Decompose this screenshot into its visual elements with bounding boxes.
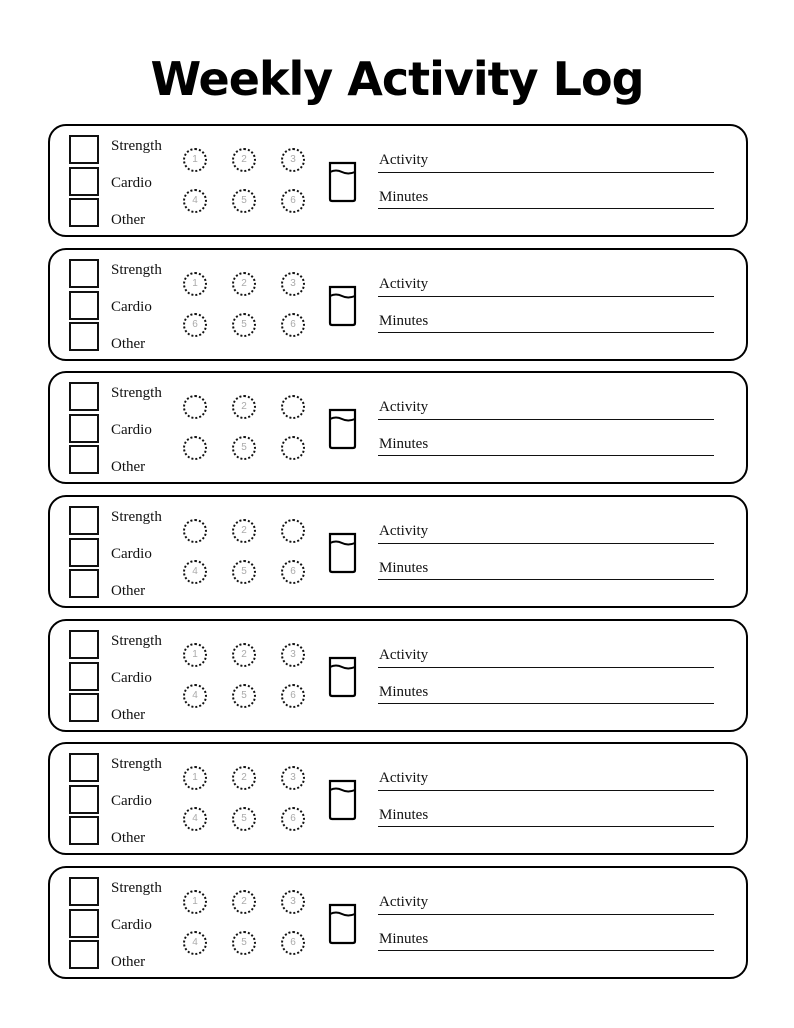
minutes-line[interactable]: [378, 950, 714, 951]
activity-row: [48, 371, 748, 484]
other-checkbox[interactable]: [69, 198, 99, 227]
activity-label: Activity: [379, 894, 429, 911]
cardio-checkbox[interactable]: [69, 909, 99, 938]
water-circle-6[interactable]: 6: [281, 313, 305, 337]
water-glass-icon: [328, 779, 357, 821]
strength-label: Strength: [111, 261, 162, 278]
strength-label: Strength: [111, 385, 162, 402]
other-checkbox[interactable]: [69, 322, 99, 351]
activity-label: Activity: [379, 399, 429, 416]
other-label: Other: [111, 583, 146, 600]
other-label: Other: [111, 459, 146, 476]
strength-label: Strength: [111, 756, 162, 773]
water-circle-1[interactable]: 1: [183, 890, 207, 914]
water-circle-3[interactable]: 3: [281, 766, 305, 790]
other-label: Other: [111, 954, 146, 971]
strength-checkbox[interactable]: [69, 753, 99, 782]
cardio-label: Cardio: [111, 917, 152, 934]
activity-row: [48, 495, 748, 608]
activity-label: Activity: [379, 523, 429, 540]
strength-label: Strength: [111, 632, 162, 649]
water-circle-6[interactable]: 6: [281, 807, 305, 831]
water-glass-icon: [328, 656, 357, 698]
water-circle-1[interactable]: 1: [183, 272, 207, 296]
other-checkbox[interactable]: [69, 445, 99, 474]
activity-row: [48, 248, 748, 361]
water-glass-icon: [328, 408, 357, 450]
water-circle-5[interactable]: 5: [232, 807, 256, 831]
water-circle-2[interactable]: 2: [232, 890, 256, 914]
water-circle-6[interactable]: 6: [281, 931, 305, 955]
strength-label: Strength: [111, 509, 162, 526]
strength-checkbox[interactable]: [69, 135, 99, 164]
water-circle-4[interactable]: [183, 436, 207, 460]
water-glass-icon: [328, 285, 357, 327]
minutes-label: Minutes: [379, 560, 429, 577]
cardio-label: Cardio: [111, 175, 152, 191]
other-label: Other: [111, 706, 146, 723]
water-circle-3[interactable]: 3: [281, 148, 305, 172]
water-circle-5[interactable]: 5: [232, 684, 256, 708]
cardio-label: Cardio: [111, 669, 152, 686]
activity-row: [48, 866, 748, 979]
activity-label: Activity: [379, 770, 429, 787]
water-circle-4[interactable]: 4: [183, 807, 207, 831]
minutes-label: Minutes: [379, 436, 429, 453]
activity-line[interactable]: [378, 790, 714, 791]
water-circle-2[interactable]: 2: [232, 395, 256, 419]
water-circle-4[interactable]: 6: [183, 313, 207, 337]
other-label: Other: [111, 212, 146, 228]
minutes-label: Minutes: [379, 807, 429, 824]
cardio-checkbox[interactable]: [69, 414, 99, 443]
cardio-label: Cardio: [111, 298, 152, 315]
minutes-line[interactable]: [378, 332, 714, 333]
activity-label: Activity: [379, 152, 429, 168]
activity-line[interactable]: [378, 296, 714, 297]
minutes-line[interactable]: [378, 579, 714, 580]
water-circle-5[interactable]: 5: [232, 189, 256, 213]
water-circle-1[interactable]: 1: [183, 643, 207, 667]
strength-checkbox[interactable]: [69, 506, 99, 535]
water-glass-icon: [328, 903, 357, 945]
water-circle-5[interactable]: 5: [232, 313, 256, 337]
activity-rows: [48, 124, 748, 990]
water-circle-5[interactable]: 5: [232, 931, 256, 955]
water-circle-4[interactable]: 4: [183, 189, 207, 213]
water-glass-icon: [328, 161, 357, 203]
cardio-label: Cardio: [111, 546, 152, 563]
activity-line[interactable]: [378, 543, 714, 544]
water-circle-3[interactable]: 3: [281, 890, 305, 914]
activity-line[interactable]: [378, 914, 714, 915]
water-circle-2[interactable]: 2: [232, 272, 256, 296]
strength-checkbox[interactable]: [69, 877, 99, 906]
water-circle-3[interactable]: [281, 519, 305, 543]
other-checkbox[interactable]: [69, 940, 99, 969]
cardio-label: Cardio: [111, 422, 152, 439]
minutes-label: Minutes: [379, 312, 429, 329]
water-circle-4[interactable]: 4: [183, 684, 207, 708]
strength-label: Strength: [111, 880, 162, 897]
minutes-line[interactable]: [378, 826, 714, 827]
water-circle-1[interactable]: [183, 395, 207, 419]
cardio-checkbox[interactable]: [69, 167, 99, 196]
minutes-label: Minutes: [379, 683, 429, 700]
water-circle-4[interactable]: 4: [183, 560, 207, 584]
minutes-label: Minutes: [379, 189, 429, 205]
strength-checkbox[interactable]: [69, 630, 99, 659]
activity-row: [48, 619, 748, 732]
strength-checkbox[interactable]: [69, 259, 99, 288]
activity-row: [48, 124, 748, 237]
activity-label: Activity: [379, 275, 429, 292]
activity-line[interactable]: [378, 419, 714, 420]
strength-label: Strength: [111, 138, 162, 154]
minutes-line[interactable]: [378, 455, 714, 456]
other-label: Other: [111, 830, 146, 847]
activity-row: [48, 742, 748, 855]
other-checkbox[interactable]: [69, 816, 99, 845]
water-circle-1[interactable]: 1: [183, 766, 207, 790]
water-circle-4[interactable]: 4: [183, 931, 207, 955]
minutes-line[interactable]: [378, 208, 714, 209]
activity-label: Activity: [379, 646, 429, 663]
page-title: Weekly Activity Log: [150, 52, 644, 106]
water-circle-1[interactable]: [183, 519, 207, 543]
water-circle-6[interactable]: [281, 436, 305, 460]
water-circle-2[interactable]: 2: [232, 519, 256, 543]
other-label: Other: [111, 335, 146, 352]
minutes-line[interactable]: [378, 703, 714, 704]
water-glass-icon: [328, 532, 357, 574]
other-checkbox[interactable]: [69, 693, 99, 722]
activity-line[interactable]: [378, 667, 714, 668]
water-circle-3[interactable]: 3: [281, 643, 305, 667]
water-circle-5[interactable]: 5: [232, 560, 256, 584]
water-circle-3[interactable]: 3: [281, 272, 305, 296]
activity-line[interactable]: [378, 172, 714, 173]
water-circle-5[interactable]: 5: [232, 436, 256, 460]
cardio-checkbox[interactable]: [69, 662, 99, 691]
minutes-label: Minutes: [379, 931, 429, 948]
cardio-checkbox[interactable]: [69, 785, 99, 814]
strength-checkbox[interactable]: [69, 382, 99, 411]
cardio-checkbox[interactable]: [69, 538, 99, 567]
water-circle-3[interactable]: [281, 395, 305, 419]
cardio-label: Cardio: [111, 793, 152, 810]
water-circle-6[interactable]: 6: [281, 189, 305, 213]
water-circle-6[interactable]: 6: [281, 684, 305, 708]
water-circle-2[interactable]: 2: [232, 766, 256, 790]
water-circle-2[interactable]: 2: [232, 148, 256, 172]
cardio-checkbox[interactable]: [69, 291, 99, 320]
other-checkbox[interactable]: [69, 569, 99, 598]
water-circle-1[interactable]: 1: [183, 148, 207, 172]
water-circle-2[interactable]: 2: [232, 643, 256, 667]
water-circle-6[interactable]: 6: [281, 560, 305, 584]
